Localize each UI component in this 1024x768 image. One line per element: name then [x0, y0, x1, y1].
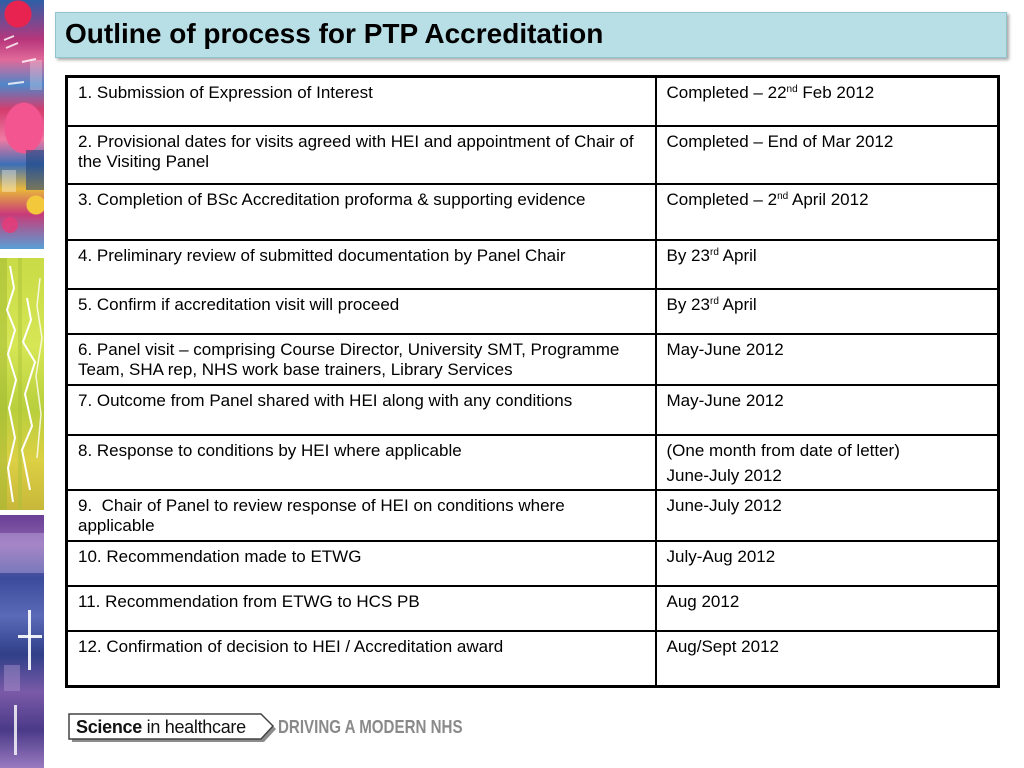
slide-title: Outline of process for PTP Accreditation	[65, 18, 604, 49]
status-text: (One month from date of letter)	[666, 440, 900, 460]
status-superscript: nd	[777, 190, 789, 202]
step-cell	[67, 541, 656, 586]
status-cell	[656, 289, 999, 334]
status-text: Aug/Sept 2012	[666, 636, 779, 656]
status-text: April	[718, 294, 757, 314]
step-cell	[67, 77, 656, 126]
table-row	[67, 490, 999, 541]
status-text: April	[718, 245, 757, 265]
status-text: May-June 2012	[666, 339, 784, 359]
step-cell	[67, 631, 656, 687]
status-line	[667, 441, 990, 461]
table-row	[67, 586, 999, 631]
table-row	[67, 334, 999, 385]
status-text: June-July 2012	[666, 495, 782, 515]
status-line	[667, 592, 990, 612]
status-text: April 2012	[788, 189, 869, 209]
step-text: 12. Confirmation of decision to HEI / Accreditation award	[78, 636, 504, 656]
status-cell	[656, 240, 999, 289]
step-cell	[67, 289, 656, 334]
tagline-text: DRIVING A MODERN NHS	[278, 717, 463, 737]
step-text: 2. Provisional dates for visits agreed with HEI and appointment of Chair of the Visiting Panel	[78, 131, 639, 171]
table-row	[67, 385, 999, 435]
table-row	[67, 184, 999, 240]
step-cell	[67, 385, 656, 435]
status-text: Feb 2012	[797, 83, 875, 102]
status-text: May-June 2012	[666, 390, 784, 410]
table-row	[67, 289, 999, 334]
table-row	[67, 77, 999, 126]
status-line	[667, 132, 990, 152]
table-row	[67, 126, 999, 184]
status-cell	[656, 77, 999, 126]
status-text: Completed – 2	[666, 189, 778, 209]
status-text: June-July 2012	[666, 465, 782, 485]
step-text: 3. Completion of BSc Accreditation proforma & supporting evidence	[78, 189, 586, 209]
status-line	[667, 295, 990, 315]
status-line	[667, 340, 990, 360]
step-cell	[67, 126, 656, 184]
status-cell	[656, 435, 999, 490]
step-text: 4. Preliminary review of submitted documentation by Panel Chair	[78, 245, 566, 265]
heartbeat-lines-graphic	[0, 258, 44, 510]
step-cell	[67, 490, 656, 541]
collage-overlay-graphic	[0, 0, 44, 249]
table-row	[67, 541, 999, 586]
science-in-healthcare-logo	[68, 713, 278, 745]
table-row	[67, 631, 999, 687]
status-cell	[656, 184, 999, 240]
step-text: 7. Outcome from Panel shared with HEI along with any conditions	[78, 390, 573, 410]
status-cell	[656, 385, 999, 435]
status-text: Completed – End of Mar 2012	[666, 131, 894, 151]
status-text: Aug 2012	[666, 591, 740, 611]
status-line	[667, 190, 990, 210]
status-cell	[656, 586, 999, 631]
step-cell	[67, 184, 656, 240]
decorative-photo-collage-top	[0, 0, 44, 249]
status-cell	[656, 490, 999, 541]
table-row	[67, 435, 999, 490]
decorative-photo-heartbeat	[0, 258, 44, 510]
status-line	[667, 547, 990, 567]
process-table	[65, 75, 1000, 688]
status-line	[667, 496, 990, 516]
anatomy-overlay-graphic	[0, 515, 44, 768]
status-text: By 23	[666, 245, 710, 265]
status-superscript: rd	[709, 295, 719, 307]
status-cell	[656, 126, 999, 184]
step-text: 10. Recommendation made to ETWG	[78, 546, 362, 566]
logo-bold-text: Science	[76, 717, 142, 737]
table-row	[67, 240, 999, 289]
status-line	[667, 246, 990, 266]
status-line	[667, 391, 990, 411]
status-text: By 23	[666, 294, 710, 314]
status-line	[667, 83, 990, 103]
status-cell	[656, 334, 999, 385]
step-text: 5. Confirm if accreditation visit will proceed	[78, 294, 400, 314]
process-table-body	[67, 77, 999, 687]
step-text: 9. Chair of Panel to review response of HEI on conditions where applicable	[78, 495, 570, 535]
decorative-photo-anatomy	[0, 515, 44, 768]
step-text: 11. Recommendation from ETWG to HCS PB	[78, 591, 420, 611]
step-cell	[67, 334, 656, 385]
status-cell	[656, 631, 999, 687]
status-superscript: rd	[709, 246, 719, 258]
status-text: Completed – 22	[666, 83, 787, 102]
status-line	[667, 466, 990, 486]
step-text: 1. Submission of Expression of Interest	[78, 83, 373, 102]
status-line	[667, 637, 990, 657]
logo-text	[76, 717, 246, 737]
status-superscript: nd	[786, 84, 798, 95]
step-cell	[67, 240, 656, 289]
step-cell	[67, 586, 656, 631]
status-cell	[656, 541, 999, 586]
status-text: July-Aug 2012	[666, 546, 776, 566]
step-text: 6. Panel visit – comprising Course Director, University SMT, Programme Team, SHA rep, NHS work base trainers, Library Services	[78, 339, 624, 379]
step-text: 8. Response to conditions by HEI where applicable	[78, 440, 462, 460]
title-bar	[55, 12, 1007, 58]
logo-regular-text: in healthcare	[141, 717, 246, 737]
step-cell	[67, 435, 656, 490]
